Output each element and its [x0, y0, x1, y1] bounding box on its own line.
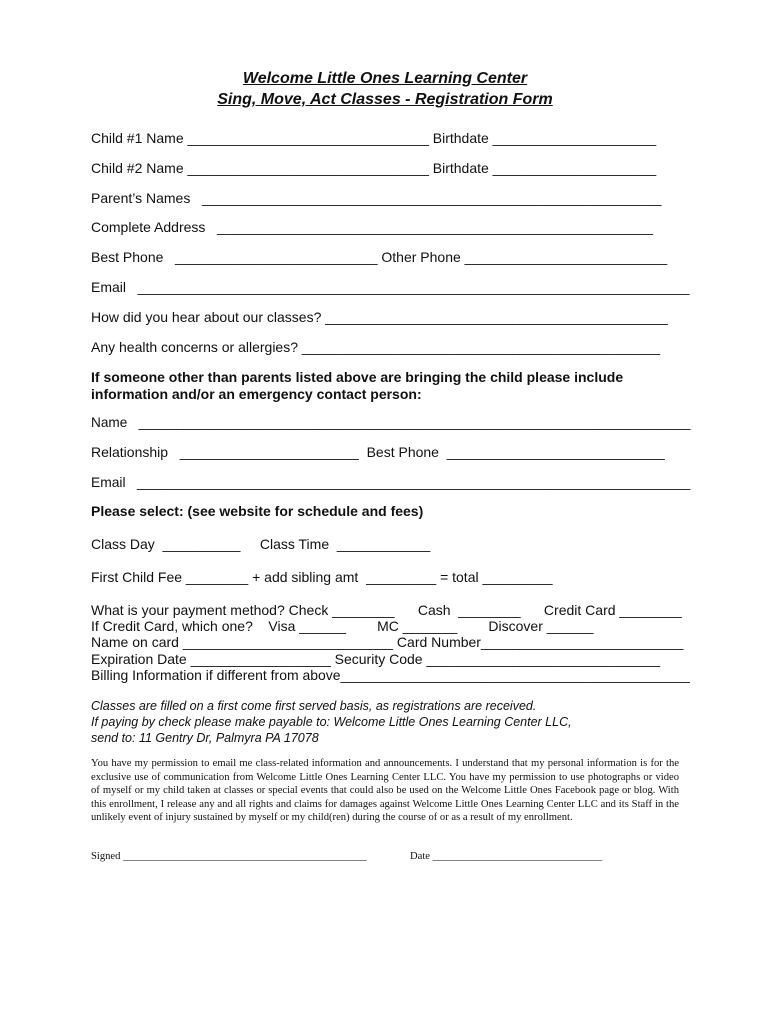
- form-subtitle: Sing, Move, Act Classes - Registration Form: [217, 91, 553, 108]
- fee-field[interactable]: First Child Fee ________ + add sibling amt _________ = total _________: [91, 569, 553, 585]
- signature-field[interactable]: Signed ______________________________________________: [91, 851, 367, 862]
- relationship-field[interactable]: Relationship _______________________ Best Phone ____________________________: [91, 444, 665, 460]
- permission-paragraph: You have my permission to email me class-related information and announcements. I understand that my personal information is for the exclusive use of communication from Welcome Little Ones Learning Center LLC. You have my permission to use photographs or video of myself or my child taken at classes or special events that could also be used on the Welcome Little Ones Facebook page or blog. With this enrollment, I release any and all rights and claims for damages against Welcome Little Ones Learning Center LLC and its Staff in the unlikely event of injury sustained by myself or my child(ren) during the course of or as a result of my enrollment.: [91, 758, 679, 824]
- select-heading: Please select: (see website for schedule and fees): [91, 503, 424, 519]
- billing-info-field[interactable]: Billing Information if different from above_____________________________________________: [91, 667, 690, 683]
- phone-field[interactable]: Best Phone __________________________ Other Phone __________________________: [91, 249, 668, 265]
- emergency-email-field[interactable]: Email ________________________________________________________________________: [91, 474, 691, 490]
- credit-card-type-field[interactable]: If Credit Card, which one? Visa ______ MC _______ Discover ______: [91, 618, 594, 634]
- address-field[interactable]: Complete Address ________________________________________________________: [91, 219, 654, 235]
- health-concerns-field[interactable]: Any health concerns or allergies? ______________________________________________: [91, 339, 661, 355]
- card-name-number-field[interactable]: Name on card ___________________________ Card Number__________________________: [91, 634, 684, 650]
- date-field[interactable]: Date ________________________________: [410, 851, 603, 862]
- emergency-name-field[interactable]: Name _________________________________________________________________________: [91, 414, 691, 430]
- form-title: Welcome Little Ones Learning Center: [242, 70, 528, 87]
- note-check-payable: If paying by check please make payable to: Welcome Little Ones Learning Center LLC,: [91, 715, 572, 729]
- child2-name-field[interactable]: Child #2 Name _______________________________ Birthdate _____________________: [91, 160, 657, 176]
- child1-name-field[interactable]: Child #1 Name _______________________________ Birthdate _____________________: [91, 130, 657, 146]
- parents-names-field[interactable]: Parent’s Names ___________________________________________________________: [91, 190, 662, 206]
- emergency-heading-2: information and/or an emergency contact person:: [91, 386, 422, 402]
- hear-about-field[interactable]: How did you hear about our classes? ____________________________________________: [91, 309, 668, 325]
- emergency-heading-1: If someone other than parents listed above are bringing the child please include: [91, 369, 624, 385]
- payment-method-field[interactable]: What is your payment method? Check ________ Cash ________ Credit Card ________: [91, 602, 682, 618]
- note-address: send to: 11 Gentry Dr, Palmyra PA 17078: [91, 731, 319, 745]
- note-first-come: Classes are filled on a first come first served basis, as registrations are received.: [91, 699, 537, 713]
- email-field[interactable]: Email _______________________________________________________________________: [91, 279, 690, 295]
- expiration-security-field[interactable]: Expiration Date __________________ Security Code ______________________________: [91, 651, 661, 667]
- class-day-time-field[interactable]: Class Day __________ Class Time ____________: [91, 536, 431, 552]
